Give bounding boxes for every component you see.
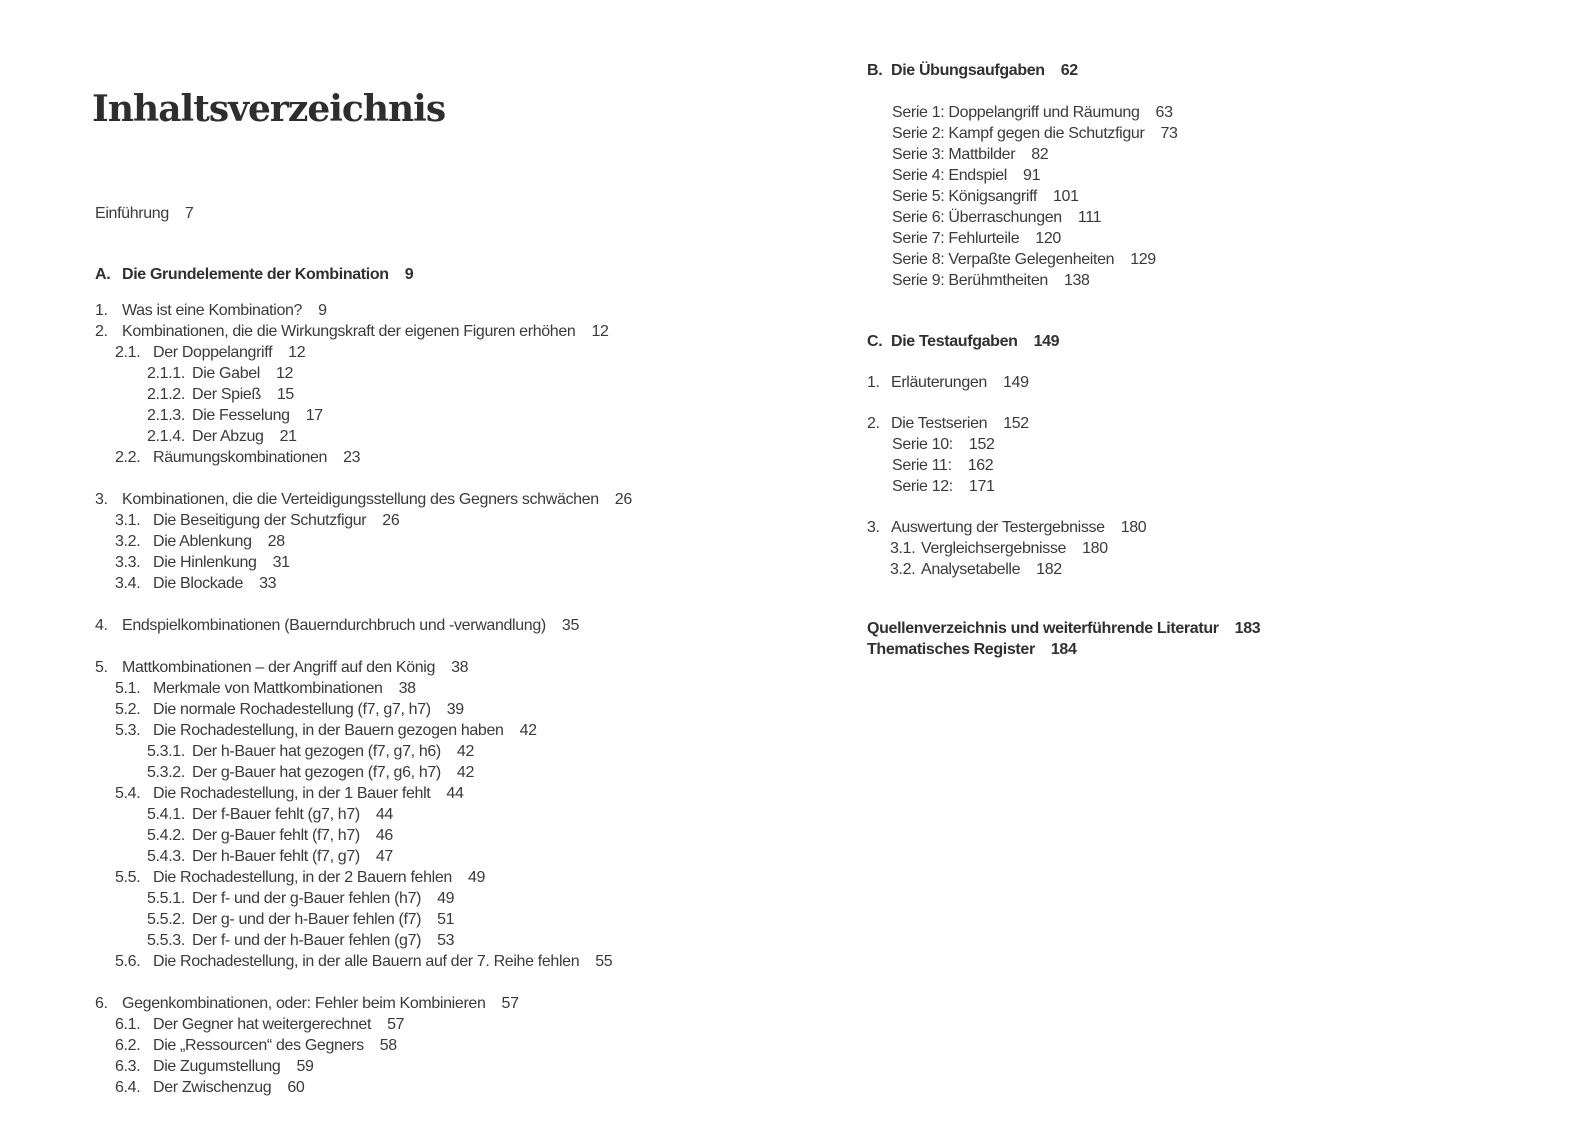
entry-number: 2. [867,415,880,432]
toc-entry [95,264,775,285]
entry-label: Kombinationen, die die Wirkungskraft der eigenen Figuren erhöhen [122,323,576,340]
toc-entry [867,618,1527,639]
entry-label: Serie 8: Verpaßte Gelegenheiten [892,251,1115,268]
toc-entry [867,249,1527,270]
toc-entry [95,510,775,531]
entry-page-number: 59 [296,1058,314,1075]
entry-label: Einführung [95,205,169,222]
entry-label: Räumungskombinationen [153,449,328,466]
entry-label: Serie 9: Berühmtheiten [892,272,1048,289]
entry-label: Die Übungsaufgaben [891,62,1045,79]
entry-label: Gegenkombinationen, oder: Fehler beim Kombinieren [122,995,486,1012]
entry-number: 5.5. [115,869,141,886]
entry-page-number: 26 [614,491,632,508]
entry-page-number: 12 [288,344,306,361]
entry-label: Serie 12: [892,478,953,495]
entry-page-number: 180 [1082,540,1108,557]
entry-number: 3.3. [115,554,141,571]
entry-label: Die Gabel [192,365,260,382]
entry-label: Merkmale von Mattkombinationen [153,680,383,697]
entry-number: 2.2. [115,449,141,466]
entry-page-number: 46 [375,827,393,844]
entry-page-number: 57 [501,995,519,1012]
toc-entry [95,363,775,384]
entry-page-number: 91 [1023,167,1041,184]
entry-label: Endspielkombinationen (Bauerndurchbruch und -verwandlung) [122,617,546,634]
entry-label: Die Zugumstellung [153,1058,281,1075]
entry-label: Vergleichsergebnisse [921,540,1067,557]
entry-number: 5.1. [115,680,141,697]
entry-page-number: 33 [259,575,277,592]
entry-page-number: 31 [272,554,290,571]
entry-number: 2. [95,323,108,340]
entry-page-number: 42 [519,722,537,739]
entry-page-number: 9 [404,266,414,283]
entry-number: 3.2. [890,561,916,578]
entry-label: Serie 5: Königsangriff [892,188,1037,205]
toc-column-left [95,0,775,1098]
entry-page-number: 58 [379,1037,397,1054]
entry-label: Serie 1: Doppelangriff und Räumung [892,104,1140,121]
entry-label: Kombinationen, die die Verteidigungsstellung des Gegners schwächen [122,491,599,508]
toc-entry [95,447,775,468]
entry-number: 2.1.1. [147,365,185,382]
entry-label: Die normale Rochadestellung (f7, g7, h7) [153,701,431,718]
toc-entry [95,531,775,552]
toc-entry [95,1035,775,1056]
toc-entry [95,804,775,825]
toc-entry [95,1056,775,1077]
entry-label: Die Ablenkung [153,533,252,550]
entry-label: Der f- und der h-Bauer fehlen (g7) [192,932,422,949]
toc-entry [95,762,775,783]
entry-number: 5.6. [115,953,141,970]
toc-entry [95,405,775,426]
toc-entry [95,888,775,909]
entry-number: 5.4. [115,785,141,802]
toc-entry [867,476,1527,497]
entry-label: Auswertung der Testergebnisse [891,519,1105,536]
entry-page-number: 28 [267,533,285,550]
toc-entry [867,102,1527,123]
entry-number: 6.1. [115,1016,141,1033]
entry-page-number: 39 [446,701,464,718]
entry-page-number: 138 [1063,272,1090,289]
entry-label: Quellenverzeichnis und weiterführende Literatur [867,620,1219,637]
toc-entry [95,720,775,741]
entry-page-number: 149 [1033,333,1060,350]
toc-entry [867,517,1527,538]
toc-entry [867,228,1527,249]
entry-page-number: 180 [1120,519,1147,536]
entry-page-number: 44 [446,785,464,802]
entry-page-number: 49 [437,890,455,907]
entry-page-number: 42 [456,743,475,760]
toc-entry [95,1077,775,1098]
toc-entry [95,741,775,762]
entry-label: Erläuterungen [891,374,987,391]
toc-entry [95,489,775,510]
entry-label: Serie 2: Kampf gegen die Schutzfigur [892,125,1145,142]
entry-page-number: 38 [451,659,469,676]
entry-label: Serie 7: Fehlurteile [892,230,1020,247]
entry-number: 3.1. [115,512,141,529]
entry-label: Der f- und der g-Bauer fehlen (h7) [192,890,422,907]
entry-label: Die Grundelemente der Kombination [122,266,389,283]
toc-entry [867,186,1527,207]
toc-entry [867,639,1527,660]
toc-entry [95,846,775,867]
entry-page-number: 73 [1160,125,1178,142]
entry-page-number: 149 [1002,374,1029,391]
entry-number: 3.2. [115,533,141,550]
toc-entry [867,455,1527,476]
entry-label: Die Beseitigung der Schutzfigur [153,512,367,529]
entry-number: 4. [95,617,108,634]
entry-number: C. [867,333,883,350]
entry-number: 5.3.1. [147,743,185,760]
entry-page-number: 53 [437,932,455,949]
toc-entry [95,678,775,699]
entry-number: 5.3.2. [147,764,185,781]
toc-entry [867,270,1527,291]
toc-entry [95,1014,775,1035]
page-title: Inhaltsverzeichnis [92,88,446,130]
entry-page-number: 152 [968,436,995,453]
entry-number: 3. [867,519,880,536]
entry-page-number: 12 [276,365,294,382]
toc-entry [867,559,1527,580]
entry-page-number: 101 [1053,188,1079,205]
entry-page-number: 111 [1077,209,1102,226]
entry-label: Der g- und der h-Bauer fehlen (f7) [192,911,422,928]
entry-label: Der f-Bauer fehlt (g7, h7) [192,806,360,823]
entry-page-number: 129 [1130,251,1156,268]
toc-entry [95,573,775,594]
entry-page-number: 47 [375,848,393,865]
entry-number: 5.5.2. [147,911,185,928]
entry-page-number: 49 [467,869,486,886]
entry-page-number: 9 [318,302,327,319]
entry-label: Der Gegner hat weitergerechnet [153,1016,372,1033]
entry-page-number: 42 [456,764,475,781]
entry-page-number: 57 [387,1016,405,1033]
entry-number: 3. [95,491,108,508]
entry-label: Die Blockade [153,575,244,592]
entry-number: 2.1.4. [147,428,185,445]
entry-label: Die Testserien [891,415,988,432]
toc-entry [95,203,775,224]
entry-number: 3.4. [115,575,141,592]
entry-page-number: 7 [184,205,194,222]
entry-number: 5.5.1. [147,890,185,907]
entry-number: 2.1.3. [147,407,185,424]
entry-number: 5.4.1. [147,806,185,823]
entry-label: Die Rochadestellung, in der Bauern gezogen haben [153,722,504,739]
entry-page-number: 21 [279,428,297,445]
toc-entry [867,144,1527,165]
entry-number: 6.4. [115,1079,141,1096]
toc-entry [95,951,775,972]
toc-entry [867,372,1527,393]
entry-label: Der Zwischenzug [153,1079,272,1096]
entry-label: Die Rochadestellung, in der 1 Bauer fehlt [153,785,431,802]
entry-label: Der g-Bauer fehlt (f7, h7) [192,827,360,844]
entry-label: Die Rochadestellung, in der 2 Bauern fehlen [153,869,452,886]
entry-page-number: 182 [1036,561,1062,578]
entry-number: 1. [867,374,880,391]
toc-entry [95,426,775,447]
entry-number: 5.2. [115,701,141,718]
entry-number: 2.1. [115,344,141,361]
toc-entry [867,123,1527,144]
toc-entry [95,552,775,573]
entry-number: 5.4.3. [147,848,185,865]
toc-entry [95,867,775,888]
entry-page-number: 62 [1060,62,1078,79]
entry-number: 1. [95,302,108,319]
entry-number: 6. [95,995,108,1012]
entry-number: 5.4.2. [147,827,185,844]
toc-entry [867,331,1527,352]
entry-page-number: 152 [1003,415,1029,432]
entry-number: B. [867,62,883,79]
entry-page-number: 162 [967,457,994,474]
entry-label: Die Testaufgaben [891,333,1018,350]
entry-number: 2.1.2. [147,386,185,403]
toc-entry [867,207,1527,228]
toc-entry [95,783,775,804]
entry-page-number: 23 [343,449,361,466]
entry-label: Mattkombinationen – der Angriff auf den König [122,659,436,676]
entry-number: 5. [95,659,108,676]
toc-entry [95,342,775,363]
entry-page-number: 82 [1031,146,1049,163]
entry-label: Der g-Bauer hat gezogen (f7, g6, h7) [192,764,441,781]
toc-entry [95,993,775,1014]
entry-page-number: 63 [1155,104,1173,121]
entry-number: 5.3. [115,722,141,739]
entry-number: 6.3. [115,1058,141,1075]
toc-entry [95,300,775,321]
entry-label: Der h-Bauer hat gezogen (f7, g7, h6) [192,743,441,760]
toc-entry [867,538,1527,559]
entry-label: Die Hinlenkung [153,554,257,571]
toc-entry [867,413,1527,434]
entry-page-number: 15 [276,386,294,403]
entry-label: Der Doppelangriff [153,344,273,361]
entry-page-number: 44 [375,806,393,823]
entry-page-number: 35 [561,617,579,634]
entry-label: Der Spieß [192,386,261,403]
entry-label: Thematisches Register [867,641,1035,658]
entry-label: Serie 11: [892,457,952,474]
entry-number: 3.1. [890,540,916,557]
entry-page-number: 26 [382,512,400,529]
entry-label: Was ist eine Kombination? [122,302,303,319]
entry-page-number: 171 [968,478,995,495]
entry-label: Die Fesselung [192,407,290,424]
entry-page-number: 38 [398,680,416,697]
toc-entry [95,699,775,720]
toc-column-right [867,0,1527,660]
entry-label: Analysetabelle [921,561,1021,578]
toc-entry [867,60,1527,81]
entry-number: 5.5.3. [147,932,185,949]
entry-page-number: 55 [595,953,613,970]
toc-entry [95,825,775,846]
entry-number: 6.2. [115,1037,141,1054]
entry-label: Die „Ressourcen“ des Gegners [153,1037,364,1054]
entry-label: Der Abzug [192,428,264,445]
entry-label: Die Rochadestellung, in der alle Bauern auf der 7. Reihe fehlen [153,953,580,970]
entry-page-number: 12 [591,323,609,340]
entry-page-number: 120 [1035,230,1061,247]
entry-label: Serie 10: [892,436,953,453]
entry-page-number: 184 [1050,641,1077,658]
toc-entry [95,657,775,678]
entry-label: Serie 3: Mattbilder [892,146,1016,163]
entry-page-number: 60 [287,1079,305,1096]
toc-entry [95,615,775,636]
entry-label: Serie 6: Überraschungen [892,209,1062,226]
toc-entry [867,434,1527,455]
toc-entry [95,930,775,951]
entry-number: A. [95,266,111,283]
toc-entry [95,909,775,930]
entry-page-number: 183 [1234,620,1261,637]
entry-page-number: 51 [437,911,455,928]
toc-entry [95,321,775,342]
entry-label: Serie 4: Endspiel [892,167,1008,184]
entry-label: Der h-Bauer fehlt (f7, g7) [192,848,360,865]
toc-entry [95,384,775,405]
entry-page-number: 17 [305,407,323,424]
toc-entry [867,165,1527,186]
